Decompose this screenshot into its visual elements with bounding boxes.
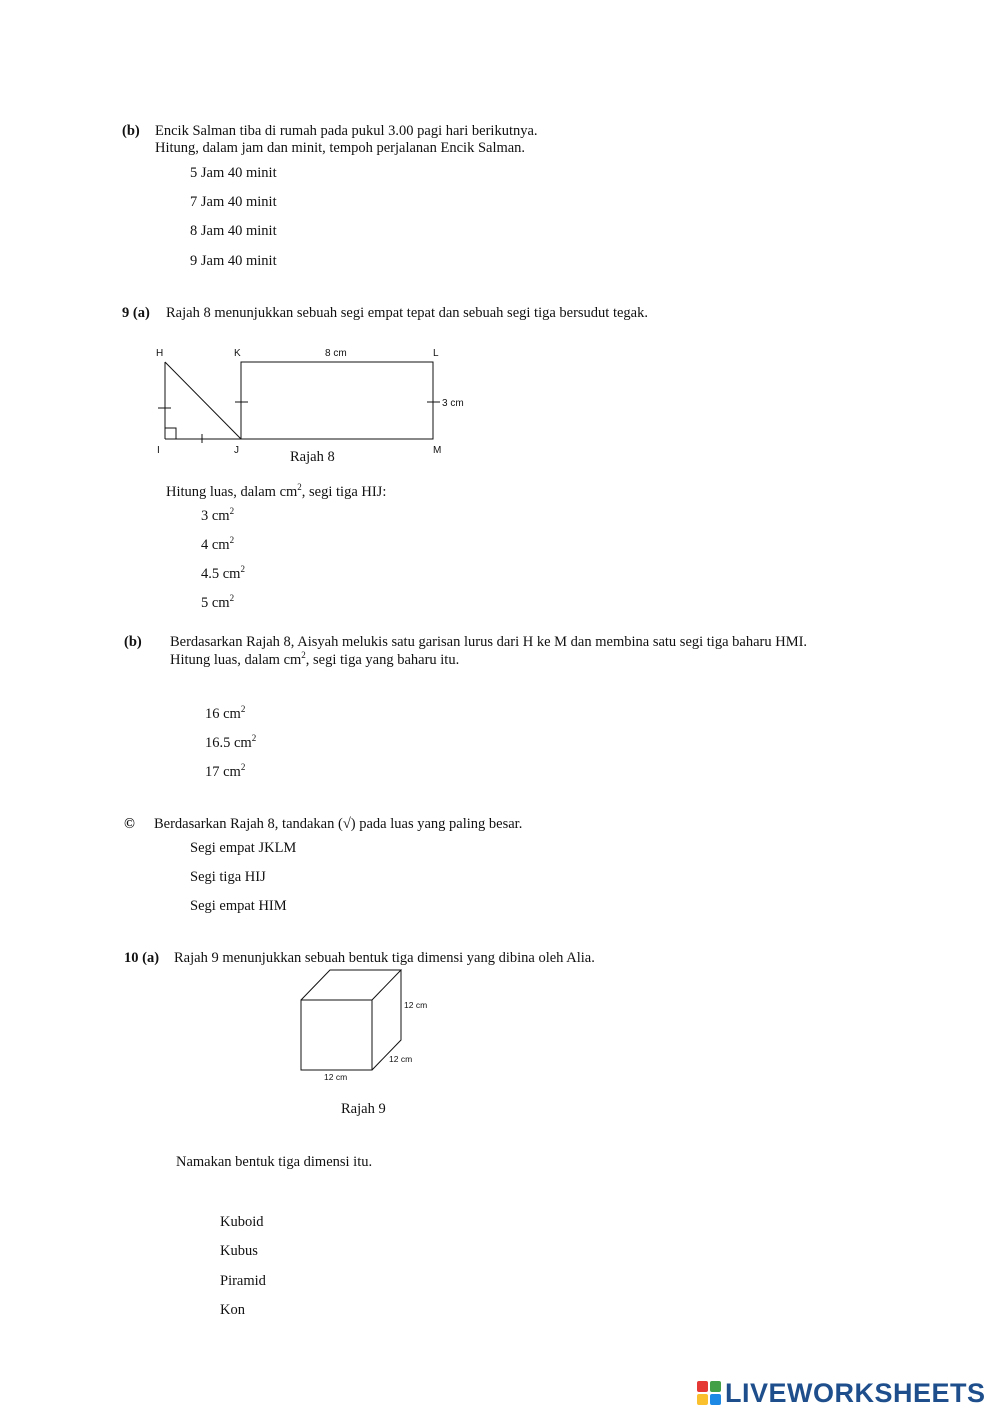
- right-angle-marker: [165, 428, 176, 439]
- q10a-text: Rajah 9 menunjukkan sebuah bentuk tiga dimensi yang dibina oleh Alia.: [174, 950, 595, 966]
- rajah-8-caption: Rajah 8: [290, 449, 335, 465]
- cube-top-face: [301, 970, 401, 1000]
- q9c-option-2[interactable]: Segi tiga HIJ: [190, 869, 266, 885]
- q10a-question: Namakan bentuk tiga dimensi itu.: [176, 1154, 373, 1170]
- logo-block-i: [710, 1381, 721, 1392]
- logo-block-l: [697, 1381, 708, 1392]
- q9c-option-3[interactable]: Segi empat HIM: [190, 898, 287, 914]
- q9a-label: 9 (a): [122, 305, 150, 321]
- segment-hj: [165, 362, 241, 439]
- length-kl-label: 8 cm: [325, 348, 347, 359]
- q10a-option-3[interactable]: Piramid: [220, 1273, 266, 1289]
- q9b-option-3[interactable]: 17 $cm^2$: [205, 762, 246, 780]
- q9b-line2: Hitung luas, dalam $cm^2$, segi tiga yang baharu itu.: [170, 650, 460, 668]
- q9a-text: Rajah 8 menunjukkan sebuah segi empat tepat dan sebuah segi tiga bersudut tegak.: [166, 305, 648, 321]
- cube-depth-label: 12 cm: [389, 1054, 413, 1064]
- logo-brand-text: LIVEWORKSHEETS: [725, 1377, 986, 1408]
- q9a-option-3[interactable]: 4.5 $cm^2$: [201, 564, 245, 582]
- q9b-option-2[interactable]: 16.5 $cm^2$: [205, 733, 257, 751]
- q8b-line1: Encik Salman tiba di rumah pada pukul 3.00 pagi hari berikutnya.: [155, 123, 538, 139]
- rectangle-jklm: [241, 362, 433, 439]
- q9c-option-1[interactable]: Segi empat JKLM: [190, 840, 297, 856]
- q10a-label: 10 (a): [124, 950, 160, 966]
- point-m-label: M: [433, 445, 442, 456]
- point-k-label: K: [234, 348, 241, 359]
- length-lm-label: 3 cm: [442, 398, 464, 409]
- q9b-option-1[interactable]: 16 $cm^2$: [205, 704, 246, 722]
- point-h-label: H: [156, 348, 164, 359]
- q8b-label: (b): [122, 123, 140, 139]
- q8b-option-1[interactable]: 5 Jam 40 minit: [190, 165, 277, 181]
- q9a-question: Hitung luas, dalam $cm^2$, segi tiga HIJ:: [166, 482, 387, 500]
- q9a-option-4[interactable]: 5 $cm^2$: [201, 593, 235, 611]
- q8b-option-2[interactable]: 7 Jam 40 minit: [190, 194, 277, 210]
- q10a-option-1[interactable]: Kuboid: [220, 1214, 264, 1230]
- logo-blocks-icon: [697, 1381, 721, 1405]
- q9c-text: Berdasarkan Rajah 8, tandakan (√) pada luas yang paling besar.: [154, 816, 523, 832]
- q8b-option-4[interactable]: 9 Jam 40 minit: [190, 253, 277, 269]
- logo-block-e: [710, 1394, 721, 1405]
- q9c-label: ©: [124, 816, 135, 832]
- point-j-label: J: [234, 445, 239, 456]
- q9a-option-2[interactable]: 4 $cm^2$: [201, 535, 235, 553]
- rajah-9-caption: Rajah 9: [341, 1101, 386, 1117]
- cube-front-face: [301, 1000, 372, 1070]
- rajah-9-diagram: [290, 962, 440, 1087]
- cube-width-label: 12 cm: [324, 1072, 348, 1082]
- q8b-option-3[interactable]: 8 Jam 40 minit: [190, 223, 277, 239]
- q9b-line1: Berdasarkan Rajah 8, Aisyah melukis satu garisan lurus dari H ke M dan membina satu segi tiga baharu HMI.: [170, 634, 808, 650]
- logo-block-v: [697, 1394, 708, 1405]
- point-l-label: L: [433, 348, 439, 359]
- q9b-label: (b): [124, 634, 142, 650]
- q8b-line2: Hitung, dalam jam dan minit, tempoh perjalanan Encik Salman.: [155, 140, 526, 156]
- liveworksheets-logo: [697, 1378, 986, 1408]
- q10a-option-2[interactable]: Kubus: [220, 1243, 258, 1259]
- cube-height-label: 12 cm: [404, 1000, 428, 1010]
- q10a-option-4[interactable]: Kon: [220, 1302, 245, 1318]
- point-i-label: I: [157, 445, 160, 456]
- q9a-option-1[interactable]: 3 $cm^2$: [201, 506, 235, 524]
